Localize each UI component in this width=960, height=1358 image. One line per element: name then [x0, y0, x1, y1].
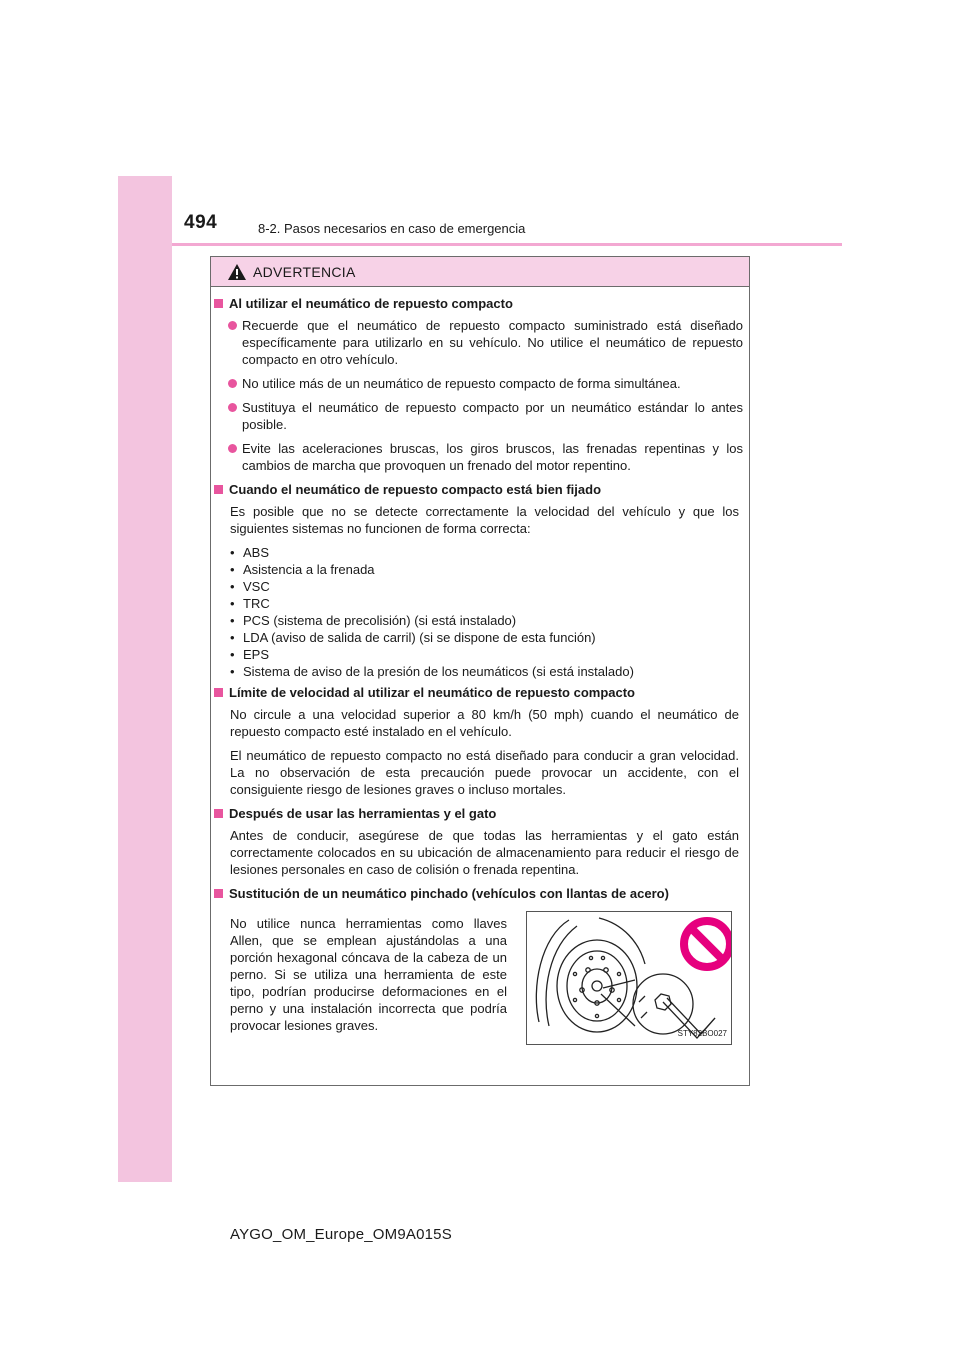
square-bullet-icon [214, 688, 223, 697]
section-heading: Al utilizar el neumático de repuesto compacto [211, 295, 737, 312]
list-item: • PCS (sistema de precolisión) (si está instalado) [230, 612, 749, 629]
warning-header [211, 257, 749, 287]
warning-triangle-icon [227, 263, 247, 281]
list-item: • TRC [230, 595, 749, 612]
warning-box [210, 256, 750, 1086]
document-footer: AYGO_OM_Europe_OM9A015S [230, 1226, 452, 1243]
round-bullet-icon [228, 379, 237, 388]
figure-row [211, 907, 749, 1057]
paragraph: No utilice nunca herramientas como llaves Allen, que se emplean ajustándolas a una porción hexagonal cóncava de la cabeza de un perno. Si se utiliza una herramienta de este tipo, podrían producirse deformaciones en el perno y una instalación incorrecta que podría provocar lesiones graves. [230, 916, 507, 1033]
bullet-item: Sustituya el neumático de repuesto compacto por un neumático estándar lo antes posible. [211, 399, 743, 433]
paragraph: No circule a una velocidad superior a 80 km/h (50 mph) cuando el neumático de repuesto compacto esté instalado en el vehículo. [230, 707, 739, 739]
bullet-item: Recuerde que el neumático de repuesto compacto suministrado está diseñado específicamente para utilizarlo en su vehículo. No utilice el neumático de repuesto compacto en otro vehículo. [211, 317, 743, 368]
warning-title: ADVERTENCIA [253, 264, 356, 280]
square-bullet-icon [214, 485, 223, 494]
list-item: • ABS [230, 544, 749, 561]
header-divider [172, 243, 842, 246]
list-item: • LDA (aviso de salida de carril) (si se dispone de esta función) [230, 629, 749, 646]
bullet-item: No utilice más de un neumático de repuesto compacto de forma simultánea. [211, 375, 743, 392]
square-bullet-icon [214, 299, 223, 308]
section-heading: Límite de velocidad al utilizar el neumático de repuesto compacto [211, 684, 737, 701]
section-title: 8-2. Pasos necesarios en caso de emergencia [258, 221, 526, 236]
list-item: • Asistencia a la frenada [230, 561, 749, 578]
section-heading: Cuando el neumático de repuesto compacto está bien fijado [211, 481, 737, 498]
section-heading: Después de usar las herramientas y el gato [211, 805, 737, 822]
section-heading: Sustitución de un neumático pinchado (vehículos con llantas de acero) [211, 885, 737, 902]
warning-body [211, 295, 749, 1057]
list-item: • EPS [230, 646, 749, 663]
page-number: 494 [184, 212, 218, 233]
round-bullet-icon [228, 403, 237, 412]
square-bullet-icon [214, 889, 223, 898]
paragraph: El neumático de repuesto compacto no está diseñado para conducir a gran velocidad. La no observación de esta precaución puede provocar un accidente, con el consiguiente riesgo de lesiones graves o incluso mortales. [230, 748, 739, 797]
list-item: • Sistema de aviso de la presión de los neumáticos (si está instalado) [230, 663, 749, 680]
paragraph: Antes de conducir, asegúrese de que todas las herramientas y el gato están correctamente colocados en su ubicación de almacenamiento para reducir el riesgo de lesiones personales en caso de colisión o frenada repentina. [230, 828, 739, 877]
round-bullet-icon [228, 321, 237, 330]
bullet-item: Evite las aceleraciones bruscas, los giros bruscos, las frenadas repentinas y los cambios de marcha que provoquen un frenado del motor repentino. [211, 440, 743, 474]
paragraph: Es posible que no se detecte correctamente la velocidad del vehículo y que los siguientes sistemas no funcionen de forma correcta: [230, 504, 739, 536]
figure-code: STY82BO027 [677, 1029, 727, 1038]
square-bullet-icon [214, 809, 223, 818]
round-bullet-icon [228, 444, 237, 453]
systems-list [211, 544, 749, 680]
wheel-illustration [526, 911, 732, 1045]
side-tab [118, 176, 172, 1182]
list-item: • VSC [230, 578, 749, 595]
